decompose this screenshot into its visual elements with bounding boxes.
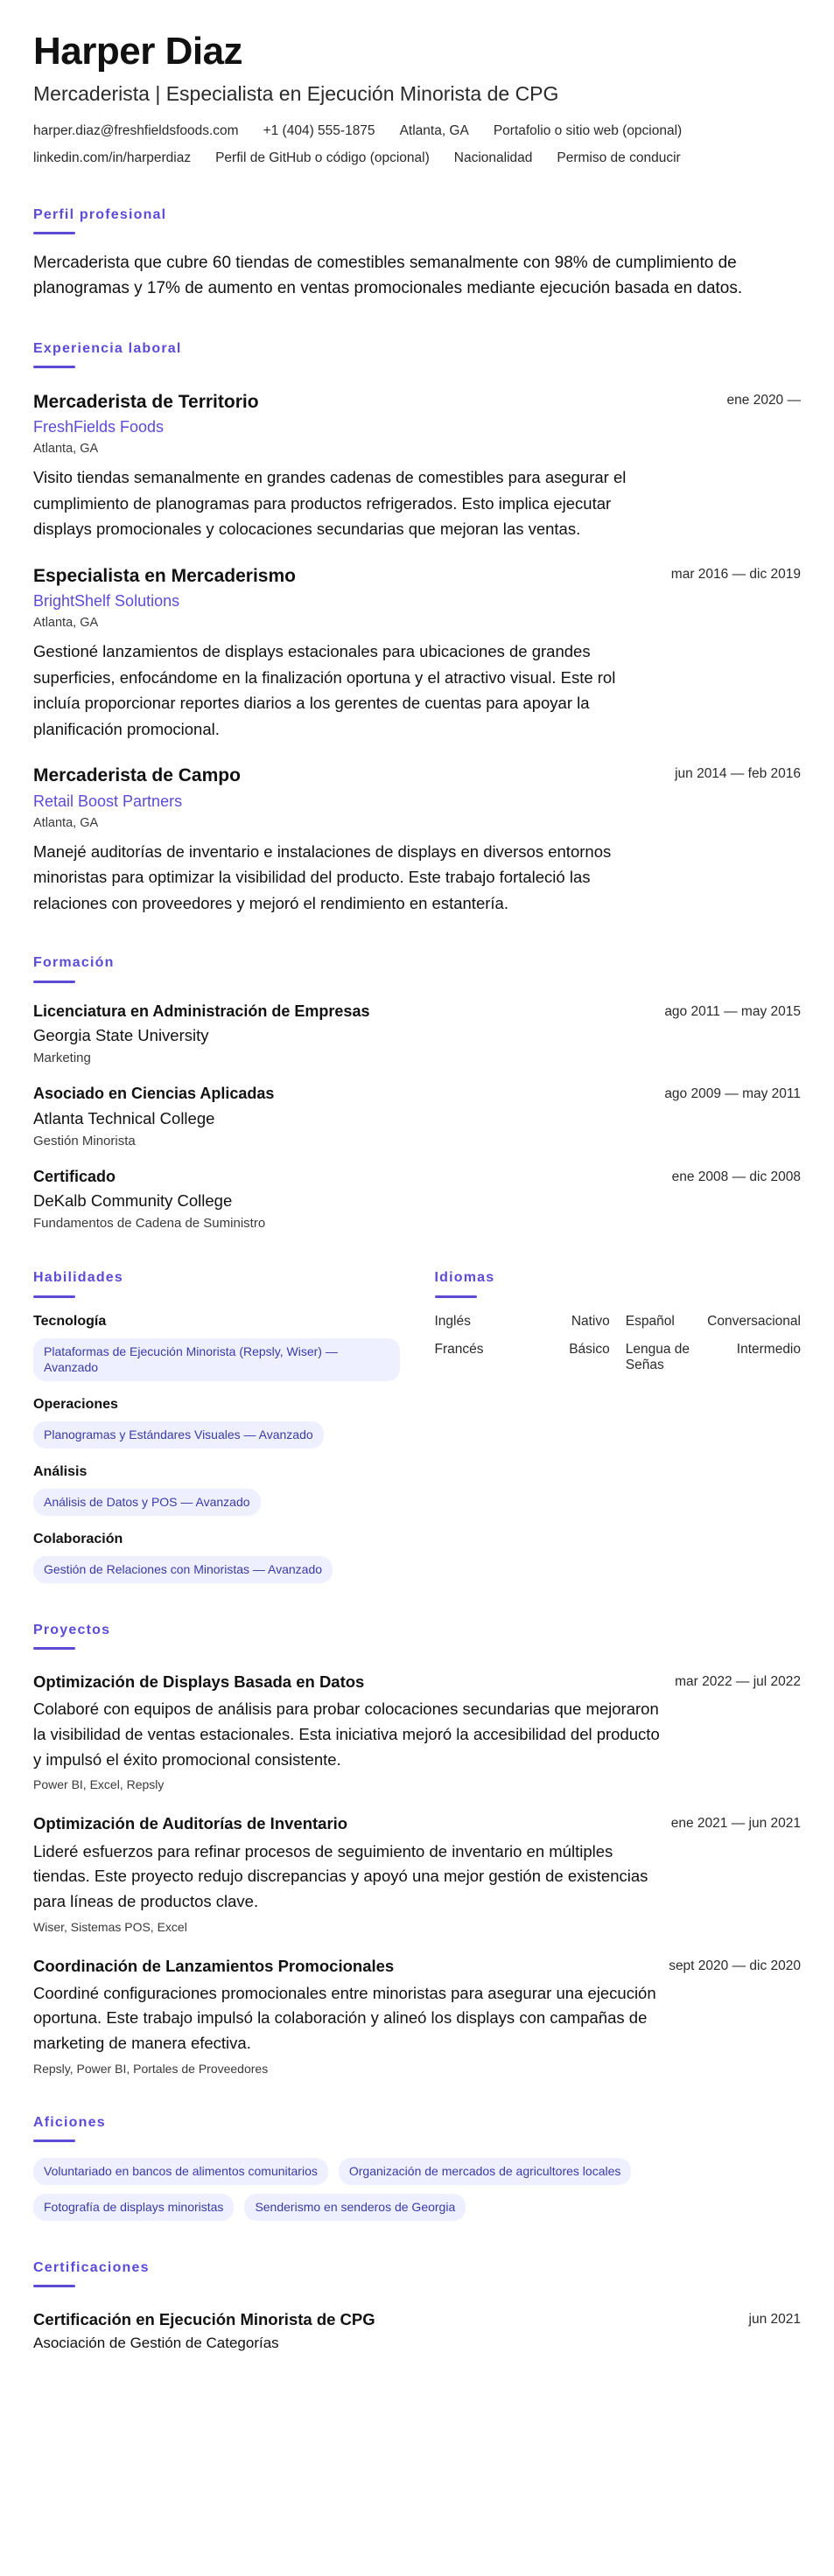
certification-date: jun 2021 <box>748 2311 801 2327</box>
section-certifications <box>33 2259 801 2352</box>
language-level: Nativo <box>571 1313 610 1329</box>
contact-phone[interactable]: +1 (404) 555-1875 <box>263 122 375 138</box>
languages-grid <box>435 1314 802 1373</box>
skill-category <box>33 1464 400 1516</box>
job-dates: jun 2014 — feb 2016 <box>675 766 801 782</box>
section-hobbies <box>33 2114 801 2221</box>
education-school: Georgia State University <box>33 1026 209 1045</box>
section-title-profile: Perfil profesional <box>33 206 167 222</box>
skill-category-title: Análisis <box>33 1464 88 1480</box>
contact-nationality: Nacionalidad <box>453 150 533 165</box>
contact-line-2 <box>33 150 801 168</box>
language-item <box>626 1342 801 1373</box>
language-name: Lengua de Señas <box>625 1341 690 1372</box>
section-experience <box>33 340 801 917</box>
education-degree: Certificado <box>33 1167 116 1185</box>
contact-linkedin[interactable]: linkedin.com/in/harperdiaz <box>33 150 192 165</box>
project-tech: Repsly, Power BI, Portales de Proveedores <box>33 2061 269 2076</box>
language-item <box>626 1314 801 1330</box>
skill-chip: Análisis de Datos y POS — Avanzado <box>33 1489 261 1516</box>
language-level: Básico <box>569 1341 610 1357</box>
experience-entry <box>33 764 801 916</box>
profile-summary: Mercaderista que cubre 60 tiendas de comestibles semanalmente con 98% de cumplimiento de planogramas y 17% de aumento en ventas promocionales mediante ejecución basada en datos. <box>33 253 743 298</box>
education-field: Gestión Minorista <box>33 1133 136 1148</box>
project-title: Optimización de Auditorías de Inventario <box>33 1814 348 1833</box>
job-description: Gestioné lanzamientos de displays estacionales para ubicaciones de grandes superficies, enfocándome en la finalización oportuna y el atractivo visual. Este rol incluía proporcionar reportes diarios a los gerentes de cuentas para apoyar la planificación promocional. <box>33 642 616 738</box>
section-projects <box>33 1622 801 2076</box>
education-degree: Asociado en Ciencias Aplicadas <box>33 1085 275 1103</box>
experience-entry <box>33 391 801 542</box>
project-title: Coordinación de Lanzamientos Promocionales <box>33 1956 395 1975</box>
project-dates: sept 2020 — dic 2020 <box>669 1958 801 1973</box>
hobby-chip: Fotografía de displays minoristas <box>33 2194 234 2221</box>
experience-entry-head <box>33 764 801 786</box>
contact-driving-license: Permiso de conducir <box>557 150 681 165</box>
job-company: FreshFields Foods <box>33 418 165 436</box>
section-underline <box>33 366 75 368</box>
education-degree: Licenciatura en Administración de Empresas <box>33 1002 370 1020</box>
language-item <box>435 1314 610 1330</box>
language-level: Conversacional <box>707 1313 801 1329</box>
contact-portfolio[interactable]: Portafolio o sitio web (opcional) <box>493 122 683 138</box>
section-languages <box>435 1269 802 1583</box>
section-underline <box>33 2285 75 2287</box>
skill-category-title: Colaboración <box>33 1532 123 1547</box>
education-entry-head <box>33 1002 801 1022</box>
education-field: Fundamentos de Cadena de Suministro <box>33 1216 266 1232</box>
project-entry-head <box>33 1814 801 1833</box>
certification-title: Certificación en Ejecución Minorista de CPG <box>33 2309 375 2328</box>
job-title: Mercaderista de Campo <box>33 765 241 786</box>
candidate-headline: Mercaderista | Especialista en Ejecución Minorista de CPG <box>33 82 559 106</box>
section-underline <box>33 1647 75 1650</box>
hobby-chip: Organización de mercados de agricultores locales <box>339 2158 632 2185</box>
education-dates: ago 2009 — may 2011 <box>664 1086 801 1102</box>
education-field: Marketing <box>33 1051 91 1066</box>
project-entry-head <box>33 1672 801 1692</box>
project-tech: Power BI, Excel, Repsly <box>33 1777 165 1792</box>
job-company: BrightShelf Solutions <box>33 592 180 611</box>
hobby-chip: Senderismo en senderos de Georgia <box>244 2194 466 2221</box>
project-entry-head <box>33 1957 801 1976</box>
section-skills <box>33 1269 400 1583</box>
certification-entry-head <box>33 2310 801 2329</box>
contact-line-1 <box>33 122 801 141</box>
job-dates: mar 2016 — dic 2019 <box>670 566 801 582</box>
section-profile <box>33 206 801 302</box>
project-dates: ene 2021 — jun 2021 <box>670 1816 801 1832</box>
certification-entry <box>33 2310 801 2352</box>
job-description: Manejé auditorías de inventario e instalaciones de displays en diversos entornos minoristas para optimizar la visibilidad del producto. Este trabajo fortaleció las relaciones con proveedores y mejoró el rendimiento en estantería. <box>33 841 612 912</box>
education-dates: ene 2008 — dic 2008 <box>671 1169 801 1184</box>
skill-chip: Planogramas y Estándares Visuales — Avanzado <box>33 1421 324 1449</box>
education-entry-head <box>33 1085 801 1104</box>
education-entry <box>33 1168 801 1232</box>
section-education <box>33 954 801 1231</box>
job-company: Retail Boost Partners <box>33 792 183 810</box>
skills-languages-row <box>33 1269 801 1583</box>
language-item <box>435 1342 610 1373</box>
language-name: Inglés <box>434 1313 471 1329</box>
education-dates: ago 2011 — may 2015 <box>664 1003 801 1019</box>
job-title: Especialista en Mercaderismo <box>33 565 296 586</box>
language-level: Intermedio <box>736 1341 801 1357</box>
project-entry <box>33 1957 801 2076</box>
project-description: Lideré esfuerzos para refinar procesos de seguimiento de inventario en múltiples tiendas. Este proyecto redujo discrepancias y apoyó una mejor gestión de existencias para líneas de productos clave. <box>33 1841 648 1910</box>
experience-entry <box>33 565 801 743</box>
education-entry <box>33 1085 801 1148</box>
skill-category <box>33 1397 400 1449</box>
section-title-hobbies: Aficiones <box>33 2114 106 2130</box>
skill-chip: Gestión de Relaciones con Minoristas — Avanzado <box>33 1556 333 1583</box>
section-title-skills: Habilidades <box>33 1270 124 1286</box>
skill-category-title: Operaciones <box>33 1397 118 1413</box>
skill-chip: Plataformas de Ejecución Minorista (Repsly, Wiser) — Avanzado <box>33 1338 400 1382</box>
section-title-certifications: Certificaciones <box>33 2259 150 2275</box>
section-title-languages: Idiomas <box>434 1270 495 1286</box>
job-title: Mercaderista de Territorio <box>33 391 259 412</box>
section-underline <box>435 1295 477 1298</box>
education-entry <box>33 1002 801 1066</box>
language-name: Francés <box>434 1341 484 1357</box>
job-location: Atlanta, GA <box>33 815 99 830</box>
candidate-name: Harper Diaz <box>33 30 243 73</box>
education-school: DeKalb Community College <box>33 1191 233 1211</box>
skill-category-title: Tecnología <box>33 1313 107 1329</box>
job-location: Atlanta, GA <box>33 442 99 457</box>
job-dates: ene 2020 — <box>726 392 801 408</box>
job-location: Atlanta, GA <box>33 616 99 631</box>
resume-header <box>33 31 801 168</box>
section-underline <box>33 1295 75 1298</box>
hobby-chip: Voluntariado en bancos de alimentos comunitarios <box>33 2158 328 2185</box>
skill-category <box>33 1314 400 1382</box>
project-description: Coordiné configuraciones promocionales entre minoristas para asegurar una ejecución oportuna. Este trabajo impulsó la colaboración y alineó los displays con campañas de marketing de manera efectiva. <box>33 1983 656 2053</box>
language-name: Español <box>625 1313 675 1329</box>
project-description: Colaboré con equipos de análisis para probar colocaciones secundarias que mejoraron la visibilidad de ventas estacionales. Esta iniciativa mejoró la accesibilidad del producto y impulsó el éxito promocional consistente. <box>33 1700 660 1769</box>
contact-github[interactable]: Perfil de GitHub o código (opcional) <box>215 150 430 165</box>
experience-entry-head <box>33 391 801 413</box>
contact-email[interactable]: harper.diaz@freshfieldsfoods.com <box>33 122 239 138</box>
section-underline <box>33 232 75 234</box>
job-description: Visito tiendas semanalmente en grandes cadenas de comestibles para asegurar el cumplimiento de planogramas para productos refrigerados. Esto implica ejecutar displays promocionales y colocaciones secundarias que mejoran las ventas. <box>33 468 627 539</box>
section-underline <box>33 981 75 983</box>
education-entry-head <box>33 1168 801 1187</box>
project-entry <box>33 1672 801 1791</box>
section-title-projects: Proyectos <box>33 1622 111 1637</box>
section-title-education: Formación <box>33 955 115 971</box>
project-dates: mar 2022 — jul 2022 <box>675 1674 801 1690</box>
section-underline <box>33 2140 75 2142</box>
section-title-experience: Experiencia laboral <box>33 340 182 356</box>
experience-entry-head <box>33 565 801 587</box>
hobbies-chips <box>33 2158 786 2221</box>
education-school: Atlanta Technical College <box>33 1108 215 1127</box>
certification-org: Asociación de Gestión de Categorías <box>33 2334 279 2351</box>
project-entry <box>33 1814 801 1933</box>
contact-location: Atlanta, GA <box>399 122 469 138</box>
skill-category <box>33 1532 400 1583</box>
project-tech: Wiser, Sistemas POS, Excel <box>33 1919 187 1934</box>
project-title: Optimización de Displays Basada en Datos <box>33 1672 365 1692</box>
